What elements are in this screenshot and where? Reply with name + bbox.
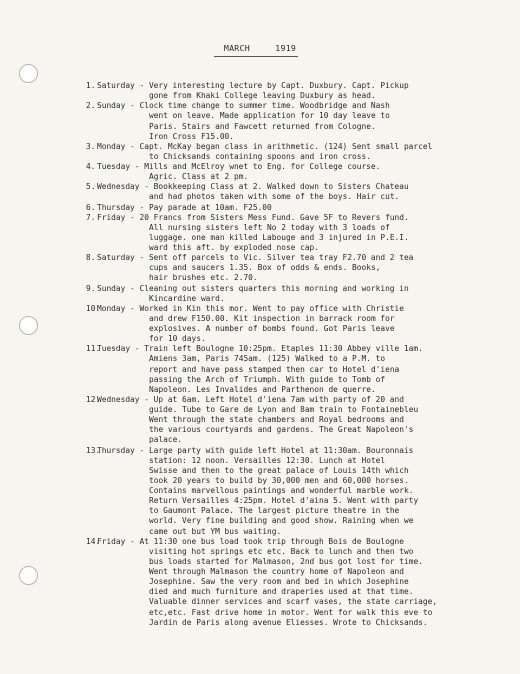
heading-underline — [214, 56, 298, 57]
entry-line: Went through the state chambers and Royal bedrooms and — [149, 415, 405, 425]
entry-text — [97, 213, 511, 254]
entry-line: Friday - 20 Francs from Sisters Mess Fund. Gave 5F to Revers fund. — [97, 212, 409, 222]
entry-line: Monday - Capt. McKay began class in arithmetic. (124) Sent small parcel — [97, 141, 433, 151]
diary-entry — [86, 253, 511, 283]
diary-entry — [86, 81, 511, 101]
entry-line: Thursday - Pay parade at 10am. F25.00 — [97, 202, 272, 212]
entry-line: ward this aft. by exploded nose cap. — [149, 243, 320, 252]
entry-line: and drew F150.00. Kit inspection in barrack room for — [149, 313, 395, 323]
binder-hole — [19, 64, 38, 83]
entry-line: cups and saucers 1.35. Box of odds & ends. Books, — [149, 263, 381, 273]
entry-line: came out but YM bus waiting. — [149, 526, 282, 536]
entry-line: hair brushes etc. 2.70. — [149, 273, 258, 283]
entry-number: 8. — [86, 253, 96, 263]
entry-line: Napoleon. Les Invalides and Parthenon de querre. — [149, 384, 376, 394]
entry-text — [97, 304, 511, 345]
entry-text — [97, 253, 511, 283]
entry-text — [97, 101, 511, 142]
entry-line: visiting hot springs etc etc. Back to lunch and then two — [149, 546, 414, 556]
entry-line: Tuesday - Mills and McElroy wnet to Eng. for College course. — [97, 162, 381, 171]
entry-line: Saturday - Very interesting lecture by Capt. Duxbury. Capt. Pickup — [97, 81, 409, 90]
entry-text — [97, 284, 511, 304]
page-heading — [0, 43, 520, 53]
entry-number: 6. — [86, 202, 96, 212]
diary-entries — [86, 81, 511, 628]
entry-line: took 20 years to build by 30,000 men and 60,000 horses. — [149, 475, 409, 485]
entry-text — [97, 446, 511, 537]
entry-line: bus loads started for Malmason, 2nd bus got lost for time. — [149, 556, 423, 566]
binder-hole — [19, 316, 38, 335]
entry-line: Went through Malmason the country home of Napoleon and — [149, 567, 405, 576]
entry-number: 4. — [86, 162, 96, 171]
entry-line: Iron Cross F15.00. — [149, 131, 235, 141]
diary-entry — [86, 284, 511, 304]
entry-line: luggage. one man killed Labouge and 3 injured in P.E.I. — [149, 232, 409, 242]
heading-month: MARCH — [223, 43, 250, 53]
entry-text — [97, 182, 511, 202]
entry-line: to Chicksands containing spoons and iron cross. — [149, 151, 371, 161]
entry-number: 12. — [86, 394, 101, 404]
entry-line: etc,etc. Fast drive home in motor. Went for walk this eve to — [149, 607, 433, 617]
entry-line: Swisse and then to the great palace of Louis 14th which — [149, 465, 409, 475]
diary-entry — [86, 344, 511, 395]
entry-line: Jardin de Paris along avenue Eliesses. Wrote to Chicksands. — [149, 617, 428, 627]
diary-entry — [86, 395, 511, 446]
binder-hole — [19, 566, 38, 585]
entry-text — [97, 81, 511, 101]
entry-line: guide. Tube to Gare de Lyon and 8am train to Fontainebleu — [149, 405, 419, 414]
entry-line: passing the Arch of Triumph. With guide to Tomb of — [149, 374, 386, 384]
entry-line: gone from Khaki College leaving Duxbury as head. — [149, 91, 376, 101]
entry-number: 7. — [86, 212, 96, 222]
entry-line: Sunday - Clock time change to summer time. Woodbridge and Nash — [97, 101, 390, 111]
entry-line: Sunday - Cleaning out sisters quarters this morning and working in — [97, 283, 409, 293]
entry-text — [97, 537, 511, 628]
entry-number: 1. — [86, 81, 96, 90]
entry-text — [97, 142, 511, 162]
entry-line: the various courtyards and gardens. The Great Napoleon's — [149, 425, 414, 435]
entry-line: Saturday - Sent off parcels to Vic. Silver tea tray F2.70 and 2 tea — [97, 253, 414, 263]
entry-line: Tuesday - Train left Boulogne 10:25pm. Etaples 11:30 Abbey ville 1am. — [97, 344, 423, 354]
diary-entry — [86, 182, 511, 202]
entry-number: 11. — [86, 344, 101, 354]
entry-line: Contains marvellous paintings and wonderful marble work. — [149, 486, 414, 495]
entry-line: went on leave. Made application for 10 day leave to — [149, 111, 390, 121]
entry-line: Friday - At 11:30 one bus load took trip through Bois de Boulogne — [97, 536, 404, 546]
entry-line: Amiens 3am, Paris 745am. (125) Walked to a P.M. to — [149, 354, 386, 364]
entry-number: 3. — [86, 141, 96, 151]
entry-line: Kincardine ward. — [149, 293, 225, 303]
entry-line: Wednesday - Up at 6am. Left Hotel d'iena 7am with party of 20 and — [97, 394, 404, 404]
entry-line: report and have pass stamped then car to Hotel d'iena — [149, 364, 400, 374]
entry-line: for 10 days. — [149, 334, 206, 344]
heading-year: 1919 — [275, 43, 297, 53]
entry-number: 10. — [86, 303, 101, 313]
entry-number: 13. — [86, 445, 101, 455]
diary-entry — [86, 304, 511, 345]
entry-text — [97, 344, 511, 395]
diary-entry — [86, 203, 511, 213]
entry-line: world. Very fine building and good show. Raining when we — [149, 516, 414, 526]
diary-entry — [86, 537, 511, 628]
entry-line: Valuable dinner services and scarf vases, the state carriage, — [149, 597, 438, 607]
entry-line: Thursday - Large party with guide left Hotel at 11:30am. Bouronnais — [97, 445, 414, 455]
entry-number: 9. — [86, 283, 96, 293]
diary-entry — [86, 446, 511, 537]
entry-line: to Gaumont Palace. The largest picture theatre in the — [149, 506, 400, 516]
entry-line: explosives. A number of bombs found. Got Paris leave — [149, 324, 395, 333]
diary-entry — [86, 142, 511, 162]
entry-text — [97, 395, 511, 446]
entry-line: Wednesday - Bookkeeping Class at 2. Walked down to Sisters Chateau — [97, 182, 409, 192]
entry-text — [97, 162, 511, 182]
diary-entry — [86, 213, 511, 254]
entry-line: Return Versailles 4:25pm. Hotel d'aina 5. Went with party — [149, 496, 419, 506]
entry-line: and had photos taken with some of the boys. Hair cut. — [149, 192, 400, 202]
entry-number: 14. — [86, 536, 101, 546]
diary-entry — [86, 162, 511, 182]
diary-entry — [86, 101, 511, 142]
entry-line: died and much furniture and draperies used at that time. — [149, 587, 414, 597]
entry-number: 2. — [86, 101, 96, 111]
entry-line: Monday - Worked in Kin this mor. Went to pay office with Christie — [97, 303, 404, 313]
entry-line: Josephine. Saw the very room and bed in which Josephine — [149, 577, 409, 587]
entry-line: Paris. Stairs and Fawcett returned from Cologne. — [149, 121, 376, 131]
entry-line: palace. — [149, 435, 183, 445]
entry-line: All nursing sisters left No 2 today with 3 loads of — [149, 222, 390, 232]
entry-line: Agric. Class at 2 pm. — [149, 172, 249, 182]
entry-text — [97, 203, 511, 213]
entry-line: station: 12 noon. Versailles 12:30. Lunch at Hotel — [149, 455, 386, 465]
entry-number: 5. — [86, 182, 96, 192]
